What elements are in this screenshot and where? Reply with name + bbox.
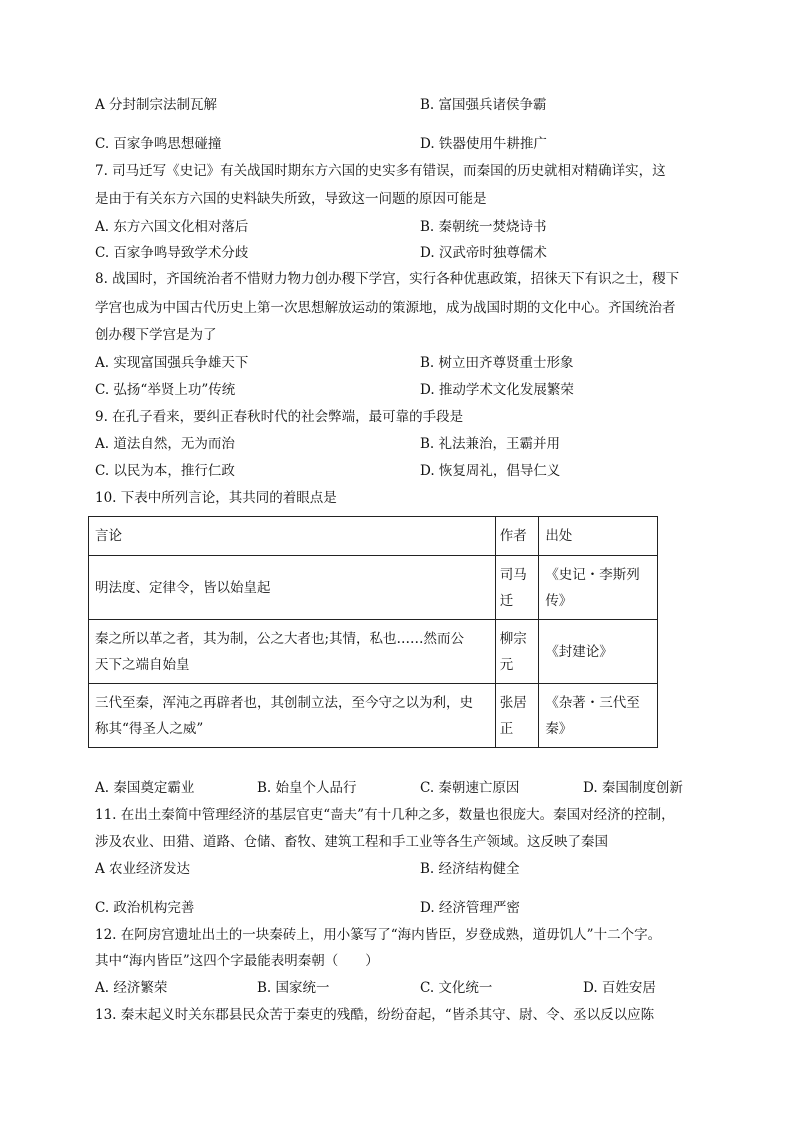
q7-option-d: D. 汉武帝时独尊儒术 bbox=[420, 245, 547, 261]
q8-stem-line2: 学宫也成为中国古代历史上第一次思想解放运动的策源地，成为战国时期的文化中心。齐国统治者 bbox=[95, 300, 676, 316]
q12-stem-line1: 12. 在阿房宫遗址出土的一块秦砖上，用小篆写了“海内皆臣，岁登成熟，道毋饥人”十二个字。 bbox=[95, 927, 662, 943]
q12-stem-line2: 其中“海内皆臣”这四个字最能表明秦朝（ ） bbox=[95, 953, 379, 969]
q7-stem-line2: 是由于有关东方六国的史料缺失所致，导致这一问题的原因可能是 bbox=[95, 191, 487, 207]
q13-stem-line1: 13. 秦末起义时关东郡县民众苦于秦吏的残酷，纷纷奋起，“皆杀其守、尉、令、丞以反以应陈 bbox=[95, 1007, 655, 1023]
quote-line: 天下之端自始皇 bbox=[95, 656, 190, 673]
quotes-table bbox=[88, 516, 658, 748]
q9-option-d: D. 恢复周礼，倡导仁义 bbox=[420, 463, 561, 479]
q8-stem-line3: 创办稷下学宫是为了 bbox=[95, 327, 217, 343]
q6-option-d: D. 铁器使用牛耕推广 bbox=[420, 136, 547, 152]
q11-stem-line1: 11. 在出土秦简中管理经济的基层官吏“啬夫”有十几种之多，数量也很庞大。秦国对经济的控制， bbox=[95, 807, 675, 823]
q12-option-a: A. 经济繁荣 bbox=[95, 980, 168, 996]
author-cell bbox=[495, 684, 539, 748]
q6-option-c: C. 百家争鸣思想碰撞 bbox=[95, 136, 222, 152]
author-line: 正 bbox=[499, 720, 514, 737]
source-text: 《封建论》 bbox=[545, 643, 613, 660]
q8-stem-line1: 8. 战国时，齐国统治者不惜财力物力创办稷下学宫，实行各种优惠政策，招徕天下有识之士，稷下 bbox=[95, 271, 680, 287]
q6-option-b: B. 富国强兵诸侯争霸 bbox=[420, 97, 547, 113]
source-line: 秦》 bbox=[545, 720, 573, 737]
quote-cell bbox=[89, 620, 496, 684]
q9-option-a: A. 道法自然，无为而治 bbox=[95, 436, 235, 452]
author-cell bbox=[495, 620, 539, 684]
q10-option-b: B. 始皇个人品行 bbox=[257, 780, 357, 796]
quote-text: 明法度、定律令，皆以始皇起 bbox=[95, 579, 271, 596]
header-quote: 言论 bbox=[89, 517, 496, 556]
q11-option-a: A 农业经济发达 bbox=[95, 861, 191, 877]
q11-option-c: C. 政治机构完善 bbox=[95, 900, 195, 916]
q12-option-d: D. 百姓安居 bbox=[583, 980, 656, 996]
quote-cell bbox=[89, 684, 496, 748]
header-source: 出处 bbox=[539, 517, 658, 556]
table-header-row bbox=[89, 517, 658, 556]
q10-option-c: C. 秦朝速亡原因 bbox=[420, 780, 520, 796]
q8-option-c: C. 弘扬“举贤上功”传统 bbox=[95, 382, 236, 398]
q10-option-a: A. 秦国奠定霸业 bbox=[95, 780, 195, 796]
q8-option-b: B. 树立田齐尊贤重士形象 bbox=[420, 355, 574, 371]
q8-option-d: D. 推动学术文化发展繁荣 bbox=[420, 382, 574, 398]
q7-option-c: C. 百家争鸣导致学术分歧 bbox=[95, 245, 249, 261]
q12-option-b: B. 国家统一 bbox=[257, 980, 330, 996]
author-cell bbox=[495, 556, 539, 620]
author-line: 柳宗 bbox=[499, 630, 527, 647]
author-line: 元 bbox=[499, 656, 514, 673]
source-line: 《杂著・三代至 bbox=[545, 694, 640, 711]
source-line: 传》 bbox=[545, 592, 573, 609]
author-line: 司马 bbox=[499, 566, 527, 583]
author-line: 张居 bbox=[499, 694, 527, 711]
q11-option-b: B. 经济结构健全 bbox=[420, 861, 520, 877]
q9-stem: 9. 在孔子看来，要纠正春秋时代的社会弊端，最可靠的手段是 bbox=[95, 409, 464, 425]
author-line: 迁 bbox=[499, 592, 514, 609]
quote-line: 秦之所以革之者，其为制，公之大者也;其情，私也……然而公 bbox=[95, 630, 465, 647]
header-author: 作者 bbox=[495, 517, 539, 556]
table-row bbox=[89, 684, 658, 748]
q11-stem-line2: 涉及农业、田猎、道路、仓储、畜牧、建筑工程和手工业等各生产领域。这反映了秦国 bbox=[95, 834, 608, 850]
q6-option-a: A 分封制宗法制瓦解 bbox=[95, 97, 218, 113]
source-cell bbox=[539, 684, 658, 748]
q9-option-c: C. 以民为本，推行仁政 bbox=[95, 463, 235, 479]
q12-option-c: C. 文化统一 bbox=[420, 980, 493, 996]
quote-line: 称其“得圣人之威” bbox=[95, 720, 204, 737]
table-row bbox=[89, 556, 658, 620]
quote-cell bbox=[89, 556, 496, 620]
q10-stem: 10. 下表中所列言论，其共同的着眼点是 bbox=[95, 490, 337, 506]
q7-option-a: A. 东方六国文化相对落后 bbox=[95, 219, 249, 235]
table-row bbox=[89, 620, 658, 684]
source-cell bbox=[539, 556, 658, 620]
q11-option-d: D. 经济管理严密 bbox=[420, 900, 520, 916]
q8-option-a: A. 实现富国强兵争雄天下 bbox=[95, 355, 249, 371]
q10-option-d: D. 秦国制度创新 bbox=[583, 780, 683, 796]
q7-stem-line1: 7. 司马迁写《史记》有关战国时期东方六国的史实多有错误，而秦国的历史就相对精确详实，这 bbox=[95, 163, 666, 179]
source-line: 《史记・李斯列 bbox=[545, 566, 640, 583]
source-cell bbox=[539, 620, 658, 684]
q9-option-b: B. 礼法兼治，王霸并用 bbox=[420, 436, 561, 452]
q7-option-b: B. 秦朝统一焚烧诗书 bbox=[420, 219, 547, 235]
quote-line: 三代至秦，浑沌之再辟者也，其创制立法，至今守之以为利，史 bbox=[95, 694, 473, 711]
